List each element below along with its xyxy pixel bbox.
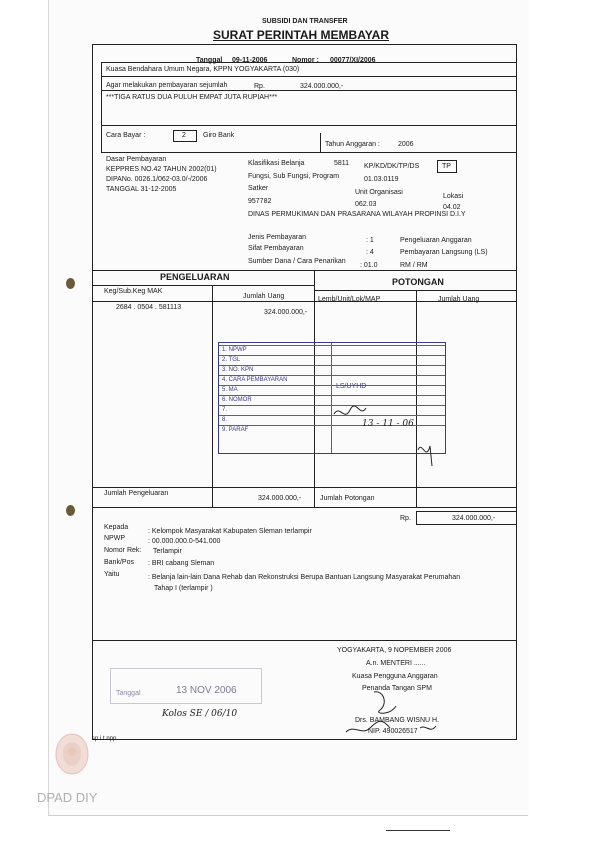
jenis-label: Jenis Pembayaran [248,234,306,241]
received-date: 13 NOV 2006 [176,685,237,696]
page-title: SURAT PERINTAH MEMBAYAR [213,28,390,42]
stamp-row: 3. NO. KPN [219,365,445,375]
sumber-value: RM / RM [400,262,428,269]
stamp-note-date: 13 - 11 - 06 [362,419,414,429]
watermark: DPAD DIY [37,790,98,805]
dasar-line2: DIPANo. 0026.1/062-03.0/-/2006 [106,176,208,183]
col-jumlah-pengeluaran: Jumlah Uang [243,293,285,300]
satker-value: 957782 [248,198,272,205]
dpad-logo-icon [52,730,92,778]
sifat-code: : 4 [366,249,374,256]
total-rp-label: Rp. [400,515,411,522]
subsidi-header: SUBSIDI DAN TRANSFER [262,18,348,25]
signer-nip: NIP. 490026517 [368,728,418,735]
yaitu-line1: : Belanja lain-lain Dana Rehab dan Rekonstruksi Berupa Bantuan Langsung Masyarakat Perumahan [148,574,461,581]
unit-value: 062.03 [355,201,377,208]
rp-label: Rp. [254,83,265,90]
place-date: YOGYAKARTA, 9 NOPEMBER 2006 [337,647,452,654]
pengeluaran-title: PENGELUARAN [160,272,230,282]
npwp-label: NPWP [104,535,125,542]
stamp-row: 8. [219,415,445,425]
yaitu-label: Yaitu [104,571,120,578]
total-potongan-label: Jumlah Potongan [320,495,375,502]
bank-value: : BRI cabang Sleman [148,560,215,567]
npwp-value: : 00.000.000.0-541.000 [148,538,221,545]
total-rp: 324.000.000,- [452,515,496,522]
agar-label: Agar melakukan pembayaran sejumlah [106,82,228,89]
stamp-row: 2. TGL [219,355,445,365]
sumber-code: : 01.0 [360,262,378,269]
stamp-row: 9. PARAF [219,425,445,435]
stamp-row: 4. CARA PEMBAYARAN [219,375,445,385]
row-jumlah: 324.000.000,- [264,309,308,316]
potongan-title: POTONGAN [392,277,444,287]
total-pengeluaran: 324.000.000,- [258,495,302,502]
yaitu-line2: Tahap I (terlampir ) [154,585,213,592]
bank-label: Bank/Pos [104,559,134,566]
col-lemb: Lemb/Unit/Lok/MAP [318,296,381,303]
kepada-value: : Kelompok Masyarakat Kabupaten Sleman terlampir [148,528,312,535]
jenis-code: : 1 [366,237,374,244]
stamp-row: 1. NPWP [219,345,445,355]
cara-bayar-label: Cara Bayar : [106,132,146,139]
dasar-line3: TANGGAL 31-12-2005 [106,186,177,193]
tahun-value: 2006 [398,141,414,148]
satker-label: Satker [248,185,269,192]
norek-label: Nomor Rek: [104,547,142,554]
sifat-label: Sifat Pembayaran [248,245,304,252]
total-pengeluaran-label: Jumlah Pengeluaran [104,490,169,497]
received-sign: Kolos SE / 06/10 [162,709,238,719]
stamp-note-ls: LS/UYHD [336,383,367,390]
klasifikasi-label: Klasifikasi Belanja [248,160,305,167]
an-menteri: A.n. MENTERI ...... [366,660,426,667]
stamp-row: 6. NOMOR [219,395,445,405]
nomor-value: 00077/XI/2006 [330,57,376,64]
norek-value: Terlampir [153,548,182,555]
binder-hole [66,278,75,289]
col-jumlah-potongan: Jumlah Uang [438,296,480,303]
kuasa-pengguna: Kuasa Pengguna Anggaran [352,673,438,680]
cara-bayar-code: 2 [182,132,186,139]
tanggal-value: 09-11-2006 [232,57,268,64]
sumber-label: Sumber Dana / Cara Penarikan [248,258,346,265]
nomor-label: Nomor : [292,57,319,64]
binder-hole [66,505,75,516]
lokasi-value: 04.02 [443,204,461,211]
stamp-row: 7. [219,405,445,415]
tanggal-label: Tanggal [196,57,223,64]
received-label: Tanggal [116,690,141,697]
sifat-value: Pembayaran Langsung (LS) [400,249,488,256]
signer-name: Drs. BAMBANG WISNU H. [355,717,440,724]
row-keg: 2684 . 0504 . 581113 [116,304,182,311]
cara-bayar-value: Giro Bank [203,132,235,139]
dinas-name: DINAS PERMUKIMAN DAN PRASARANA WILAYAH PROPINSI D.I.Y [248,211,466,218]
stamp-row: 5. MA [219,385,445,395]
klasifikasi-code: 5811 [334,160,350,167]
klasifikasi-box-value: TP [442,163,451,170]
stamp-handwriting [330,400,440,470]
amount-top: 324.000.000,- [300,83,344,90]
unit-label: Unit Organisasi [355,189,403,196]
dasar-line1: KEPPRES NO.42 TAHUN 2002(01) [106,166,217,173]
terbilang: ***TIGA RATUS DUA PULUH EMPAT JUTA RUPIAH*** [106,94,278,101]
col-keg: Keg/Sub.Keg MAK [104,288,163,295]
kepada-label: Kepada [104,524,129,531]
penanda-tangan: Penanda Tangan SPM [362,685,432,692]
jenis-value: Pengeluaran Anggaran [400,237,472,244]
tahun-label: Tahun Anggaran : [325,141,380,148]
lokasi-label: Lokasi [443,193,464,200]
kuasa-text: Kuasa Bendahara Umum Negara, KPPN YOGYAKARTA (030) [106,66,300,73]
dasar-label: Dasar Pembayaran [106,156,167,163]
footer-code: sp.i.t.npp [92,736,117,742]
klasifikasi-codes: KP/KD/DK/TP/DS [364,163,420,170]
fungsi-value: 01.03.0119 [364,176,399,183]
fungsi-label: Fungsi, Sub Fungsi, Program [248,173,340,180]
